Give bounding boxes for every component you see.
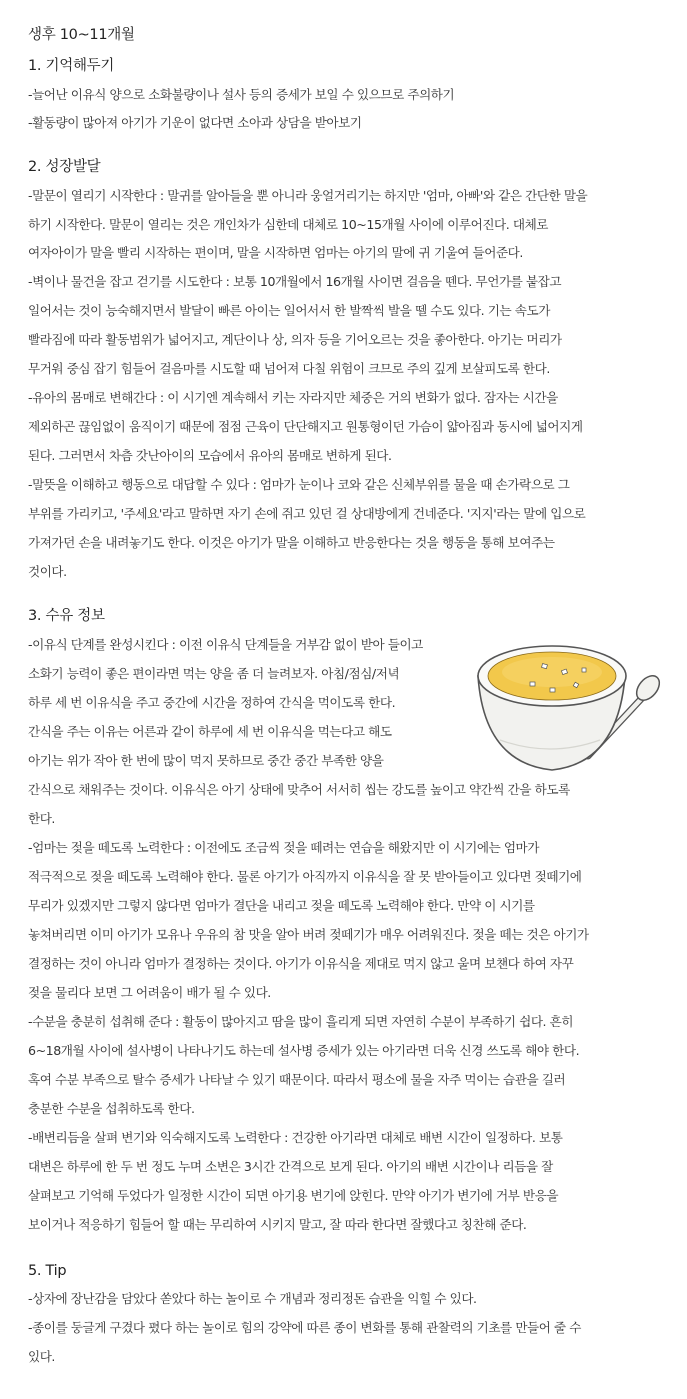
paragraph-line: 살펴보고 기억해 두었다가 일정한 시간이 되면 아기용 변기에 앉힌다. 만약 아기가 변기에 거부 반응을 bbox=[28, 1188, 559, 1203]
soup-bowl-with-spoon-icon bbox=[470, 628, 670, 778]
paragraph-line: 젖을 물리다 보면 그 어려움이 배가 될 수 있다. bbox=[28, 985, 271, 1000]
paragraph-line: 간식을 주는 이유는 어른과 같이 하루에 세 번 이유식을 먹는다고 해도 bbox=[28, 724, 392, 739]
paragraph-line: 적극적으로 젖을 떼도록 노력해야 한다. 물론 아기가 아직까지 이유식을 잘 못 받아들이고 있다면 젖떼기에 bbox=[28, 869, 582, 884]
paragraph-line: 빨라짐에 따라 활동범위가 넓어지고, 계단이나 상, 의자 등을 기어오르는 것을 좋아한다. 아기는 머리가 bbox=[28, 332, 562, 347]
paragraph-line: 가져가던 손을 내려놓기도 한다. 이것은 아기가 말을 이해하고 반응한다는 것을 행동을 통해 보여주는 bbox=[28, 535, 555, 550]
paragraph-line: 된다. 그러면서 차츰 갓난아이의 모습에서 유아의 몸매로 변하게 된다. bbox=[28, 448, 392, 463]
section-3-heading: 3. 수유 정보 bbox=[28, 608, 105, 624]
paragraph-line: 일어서는 것이 능숙해지면서 발달이 빠른 아이는 일어서서 한 발짝씩 발을 뗄 수도 있다. 기는 속도가 bbox=[28, 303, 550, 318]
paragraph-line: 혹여 수분 부족으로 탈수 증세가 나타날 수 있기 때문이다. 따라서 평소에 물을 자주 먹이는 습관을 길러 bbox=[28, 1072, 566, 1087]
paragraph-line: -말문이 열리기 시작한다 : 말귀를 알아들을 뿐 아니라 웅얼거리기는 하지만 '엄마, 아빠'와 같은 간단한 말을 bbox=[28, 188, 588, 203]
section-2-heading: 2. 성장발달 bbox=[28, 159, 101, 175]
paragraph-line: 부위를 가리키고, '주세요'라고 말하면 자기 손에 쥐고 있던 걸 상대방에게 건네준다. '지지'라는 말에 입으로 bbox=[28, 506, 586, 521]
paragraph-line: -활동량이 많아져 아기가 기운이 없다면 소아과 상담을 받아보기 bbox=[28, 115, 362, 130]
paragraph-line: 충분한 수분을 섭취하도록 한다. bbox=[28, 1101, 195, 1116]
paragraph-line: 무리가 있겠지만 그렇지 않다면 엄마가 결단을 내리고 젖을 떼도록 노력해야 한다. 만약 이 시기를 bbox=[28, 898, 535, 913]
paragraph-line: -상자에 장난감을 담았다 쏟았다 하는 놀이로 수 개념과 정리정돈 습관을 익힐 수 있다. bbox=[28, 1291, 477, 1306]
paragraph-line: -늘어난 이유식 양으로 소화불량이나 설사 등의 증세가 보일 수 있으므로 주의하기 bbox=[28, 87, 455, 102]
paragraph-line: 한다. bbox=[28, 811, 55, 826]
paragraph-line: -종이를 둥글게 구겼다 폈다 하는 놀이로 힘의 강약에 따른 종이 변화를 통해 관찰력의 기초를 만들어 줄 수 bbox=[28, 1320, 581, 1335]
paragraph-line: 무거워 중심 잡기 힘들어 걸음마를 시도할 때 넘어져 다칠 위험이 크므로 주의 깊게 보살피도록 한다. bbox=[28, 361, 550, 376]
paragraph-line: 하기 시작한다. 말문이 열리는 것은 개인차가 심한데 대체로 10~15개월 사이에 이루어진다. 대체로 bbox=[28, 217, 549, 232]
paragraph-line: -말뜻을 이해하고 행동으로 대답할 수 있다 : 엄마가 눈이나 코와 같은 신체부위를 물을 때 손가락으로 그 bbox=[28, 477, 570, 492]
paragraph-line: 놓쳐버리면 이미 아기가 모유나 우유의 참 맛을 알아 버려 젖떼기가 매우 어려워진다. 젖을 떼는 것은 아기가 bbox=[28, 927, 589, 942]
section-5-heading: 5. Tip bbox=[28, 1263, 67, 1279]
paragraph-line: 아기는 위가 작아 한 번에 많이 먹지 못하므로 중간 중간 부족한 양을 bbox=[28, 753, 384, 768]
paragraph-line: 제외하곤 끊임없이 움직이기 때문에 점점 근육이 단단해지고 원통형이던 가슴이 얇아짐과 동시에 넓어지게 bbox=[28, 419, 583, 434]
paragraph-line: 6~18개월 사이에 설사병이 나타나기도 하는데 설사병 증세가 있는 아기라면 더욱 신경 쓰도록 해야 한다. bbox=[28, 1043, 580, 1058]
paragraph-line: 것이다. bbox=[28, 564, 67, 579]
paragraph-line: 소화기 능력이 좋은 편이라면 먹는 양을 좀 더 늘려보자. 아침/점심/저녁 bbox=[28, 666, 400, 681]
paragraph-line: -엄마는 젖을 떼도록 노력한다 : 이전에도 조금씩 젖을 떼려는 연습을 해왔지만 이 시기에는 엄마가 bbox=[28, 840, 539, 855]
paragraph-line: -유아의 몸매로 변해간다 : 이 시기엔 계속해서 키는 자라지만 체중은 거의 변화가 없다. 잠자는 시간을 bbox=[28, 390, 558, 405]
paragraph-line: 여자아이가 말을 빨리 시작하는 편이며, 말을 시작하면 엄마는 아기의 말에 귀 기울여 들어준다. bbox=[28, 245, 523, 260]
section-1-heading: 1. 기억해두기 bbox=[28, 58, 115, 74]
paragraph-line: 대변은 하루에 한 두 번 정도 누며 소변은 3시간 간격으로 보게 된다. 아기의 배변 시간이나 리듬을 잘 bbox=[28, 1159, 553, 1174]
paragraph-line: 보이거나 적응하기 힘들어 할 때는 무리하여 시키지 말고, 잘 따라 한다면 잘했다고 칭찬해 준다. bbox=[28, 1217, 527, 1232]
paragraph-line: 결정하는 것이 아니라 엄마가 결정하는 것이다. 아기가 이유식을 제대로 먹지 않고 울며 보챈다 하여 자꾸 bbox=[28, 956, 574, 971]
paragraph-line: 간식으로 채워주는 것이다. 이유식은 아기 상태에 맞추어 서서히 씹는 강도를 높이고 약간씩 간을 하도록 bbox=[28, 782, 570, 797]
page-title: 생후 10~11개월 bbox=[28, 27, 135, 43]
paragraph-line: 하루 세 번 이유식을 주고 중간에 시간을 정하여 간식을 먹이도록 한다. bbox=[28, 695, 396, 710]
paragraph-line: -배변리듬을 살펴 변기와 익숙해지도록 노력한다 : 건강한 아기라면 대체로 배변 시간이 일정하다. 보통 bbox=[28, 1130, 563, 1145]
paragraph-line: 있다. bbox=[28, 1349, 55, 1364]
paragraph-line: -이유식 단계를 완성시킨다 : 이전 이유식 단계들을 거부감 없이 받아 들이고 bbox=[28, 637, 423, 652]
paragraph-line: -벽이나 물건을 잡고 걷기를 시도한다 : 보통 10개월에서 16개월 사이면 걸음을 뗀다. 무언가를 붙잡고 bbox=[28, 274, 562, 289]
paragraph-line: -수분을 충분히 섭취해 준다 : 활동이 많아지고 땀을 많이 흘리게 되면 자연히 수분이 부족하기 쉽다. 흔히 bbox=[28, 1014, 574, 1029]
